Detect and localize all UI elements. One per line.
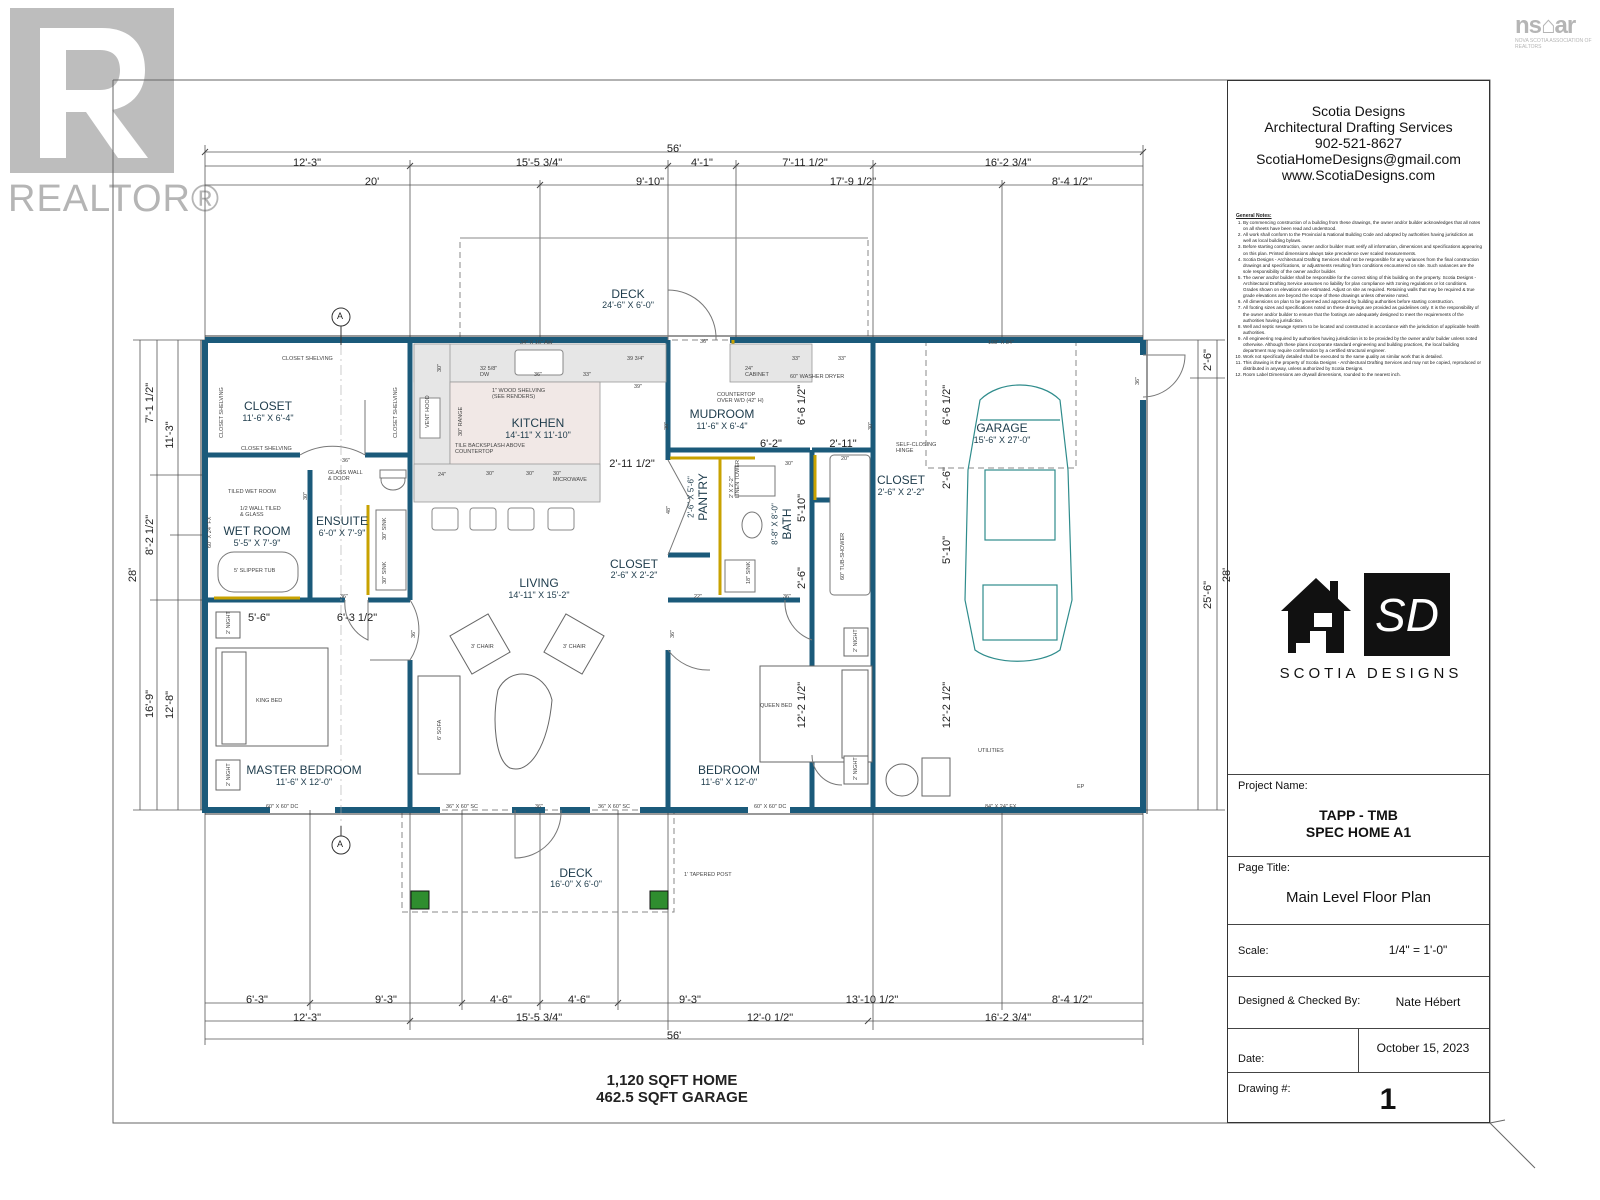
door-width-8: 36": [1135, 376, 1141, 385]
dim-bath-2: 5'-10": [796, 493, 808, 523]
note-item: 7. All footing sizes and specifications noted on these drawings are provided as guidelines only. It is the responsibility of the owner and/or builder to ensure that the footings are adequately designed to meet the requirements of the authorities having jurisdiction.: [1243, 305, 1482, 323]
label-window-aw-kitchen: 34" X 16" AW: [520, 340, 553, 346]
label-countertop: COUNTERTOP OVER W/D (42" H): [717, 392, 764, 404]
room-closet-3-dim: 2'-6" X 2'-2": [877, 487, 925, 497]
room-closet-2: CLOSET: [609, 557, 659, 571]
kitchen-dim-8: 30": [486, 471, 495, 477]
door-width-16: 24": [438, 472, 447, 478]
section-marker-bottom-label: A: [337, 839, 344, 849]
designer-value: Nate Hébert: [1395, 995, 1461, 1009]
scotia-designs-logo: [1276, 573, 1463, 683]
door-width-10: 30": [664, 421, 670, 430]
nsar-wordmark: ns⌂ar: [1515, 12, 1576, 39]
label-self-closing: SELF-CLOSING HINGE: [896, 442, 937, 454]
label-window-bottom-1: 60" X 60" DC: [266, 804, 299, 810]
company-email: ScotiaHomeDesigns@gmail.com: [1256, 151, 1461, 167]
scale-value: 1/4" = 1'-0": [1388, 943, 1448, 957]
dim-bath-1: 6'-6 1/2": [796, 384, 808, 426]
project-name: [1228, 807, 1489, 841]
dim-bot-overall: 56': [666, 1030, 682, 1042]
dim-bot-a6: 13'-10 1/2": [845, 994, 899, 1006]
room-master-bedroom-dim: 11'-6" X 12'-0": [275, 777, 333, 787]
kitchen-dim-5: 39": [634, 384, 643, 390]
door-width-12: 30": [785, 461, 794, 467]
dim-bot-b3: 12'-0 1/2": [746, 1012, 794, 1024]
note-item: 3. Before starting construction, owner and/or builder must verify all information, dimensions and specifications appearing on this plan. Printed dimensions always take precedence over scaled measurements.: [1243, 244, 1482, 256]
room-garage-dim: 15'-6" X 27'-0": [973, 435, 1031, 445]
kitchen-dim-9: 30": [526, 471, 535, 477]
dim-left-a1: 7'-1 1/2": [144, 382, 156, 424]
notes-heading: General Notes:: [1236, 213, 1272, 219]
dim-left-a2: 8'-2 1/2": [144, 514, 156, 556]
dim-bot-b4: 16'-2 3/4": [984, 1012, 1032, 1024]
room-ensuite-dim: 6'-0" X 7'-9": [318, 528, 366, 538]
date-value: October 15, 2023: [1376, 1041, 1470, 1055]
house-icon: [1276, 573, 1356, 663]
label-tub-shower: 60" TUB-SHOWER: [840, 532, 846, 580]
room-bedroom-dim: 11'-6" X 12'-0": [700, 777, 758, 787]
room-bath: BATH: [780, 508, 794, 540]
label-night-3: 2' NIGHT: [853, 629, 859, 652]
label-range: 30" RANGE: [458, 406, 464, 436]
dim-top-a1: 12'-3": [292, 157, 322, 169]
room-pantry-dim: 2'-6" X 5'-6": [686, 476, 696, 518]
dim-bath-3: 2'-6": [796, 567, 808, 589]
dim-bot-a1: 6'-3": [246, 994, 268, 1006]
door-width-9: 30": [303, 491, 309, 500]
door-width-14: 20": [841, 456, 850, 462]
door-width-1: 36": [700, 339, 709, 345]
title-block: [1227, 80, 1490, 1123]
label-chair-1: 3' CHAIR: [471, 644, 494, 650]
note-item: 8. Well and septic sewage system to be located and constructed in accordance with the jurisdiction of applicable health authorities.: [1243, 324, 1482, 336]
dim-bot-b2: 15'-5 3/4": [515, 1012, 563, 1024]
kitchen-dim-4: 39 3/4": [627, 356, 645, 362]
general-notes: [1236, 213, 1482, 379]
drawing-number: 1: [1379, 1083, 1397, 1116]
dim-bot-a4: 4'-6": [568, 994, 590, 1006]
label-cabinet: 24" CABINET: [745, 366, 769, 378]
room-closet-1-dim: 11'-6" X 6'-4": [242, 413, 294, 423]
room-mudroom: MUDROOM: [689, 407, 755, 421]
door-width-2: 36": [342, 458, 351, 464]
door-width-13: 22": [694, 594, 703, 600]
dim-top-a2: 15'-5 3/4": [515, 157, 563, 169]
drawing-row: [1228, 1072, 1489, 1124]
area-summary: [596, 1072, 748, 1106]
note-item: 4. Scotia Designs - Architectural Drafting Services shall not be responsible for any variances from the final construction drawings and specifications, or adjustments resulting from conditions encountered on site. Such variances are the sole responsibility of the owner and/or builder.: [1243, 257, 1482, 275]
room-living-dim: 14'-11" X 15'-2": [508, 590, 570, 600]
section-marker-top-label: A: [337, 311, 344, 321]
dim-right-a2: 25'-6": [1202, 580, 1214, 610]
room-garage: GARAGE: [976, 421, 1028, 435]
room-wet-room-dim: 5'-5" X 7'-9": [233, 538, 281, 548]
notes-list: [1236, 220, 1482, 378]
date-label: Date:: [1238, 1053, 1265, 1065]
label-half-wall: 1/2 WALL TILED & GLASS: [240, 506, 281, 518]
label-washer-dryer: 60" WASHER DRYER: [790, 374, 845, 380]
note-item: 1. By commencing construction of a building from these drawings, the owner and/or builder acknowledges that all notes on all sheets have been read and understood.: [1243, 220, 1482, 232]
room-master-bedroom: MASTER BEDROOM: [246, 763, 362, 777]
note-item: 5. The owner and/or builder shall be responsible for the correct siting of this building on the property. Scotia Designs - Architectural Drafting Service assumes no liability for plan compliance with zoning regulations or lot conditions. Grades shown on elevations are estimated. Adjust on site as required. Retaining walls that may be required & true grade elevations are beyond the scope of these drawings unless otherwise noted.: [1243, 275, 1482, 299]
label-night-4: 2' NIGHT: [853, 757, 859, 780]
label-ep: EP: [1077, 784, 1085, 790]
dim-left-b1: 11'-3": [164, 421, 176, 449]
dim-garage-2: 2'-6": [941, 467, 953, 489]
room-living: LIVING: [519, 576, 559, 590]
label-night-1: 2' NIGHT: [226, 611, 232, 634]
kitchen-dim-6: 36": [534, 372, 543, 378]
label-sink-ensuite-2: 30" SINK: [382, 561, 388, 584]
dim-top-b4: 8'-4 1/2": [1051, 176, 1093, 188]
label-sink-ensuite-1: 30" SINK: [382, 517, 388, 540]
label-king-bed: KING BED: [256, 698, 283, 704]
room-pantry: PANTRY: [696, 473, 710, 521]
kitchen-dim-1: 33": [792, 356, 801, 362]
company-phone: 902-521-8627: [1314, 135, 1403, 151]
project-line-1: TAPP - TMB: [1319, 807, 1398, 823]
designer-label: Designed & Checked By:: [1238, 995, 1361, 1007]
dim-mud-2: 2'-11": [829, 438, 857, 450]
scale-row: [1228, 924, 1489, 976]
designer-row: [1228, 976, 1489, 1028]
label-window-bottom-2: 36" X 60" SC: [446, 804, 479, 810]
room-closet-2-dim: 2'-6" X 2'-2": [610, 570, 658, 580]
label-window-fx-left: 60" X 24" FX: [207, 516, 213, 548]
label-window-bottom-3: 36" X 60" SC: [598, 804, 631, 810]
label-microwave: 30" MICROWAVE: [553, 471, 587, 483]
door-width-15: 48": [666, 505, 672, 514]
dim-master-2: 6'-3 1/2": [336, 612, 378, 624]
door-width-5: 36": [670, 629, 676, 638]
dim-kitchen: 2'-11 1/2": [609, 458, 655, 470]
sd-logo-name: SCOTIA DESIGNS: [1279, 665, 1463, 682]
label-chair-2: 3' CHAIR: [563, 644, 586, 650]
label-slipper-tub: 5' SLIPPER TUB: [234, 568, 276, 574]
dim-bot-a3: 4'-6": [490, 994, 512, 1006]
label-sofa: 6' SOFA: [437, 719, 443, 740]
label-vent-hood: VENT HOOD: [425, 395, 431, 428]
deck-bottom-dim: 16'-0" X 6'-0": [550, 879, 602, 889]
dim-right-overall: 28': [1221, 567, 1233, 583]
label-dishwasher: 32 5/8" DW: [480, 366, 498, 378]
dim-bot-a2: 9'-3": [375, 994, 397, 1006]
page-title-label: Page Title:: [1238, 862, 1290, 874]
dim-left-b2: 12'-8": [164, 690, 176, 720]
label-closet-shelving-top: CLOSET SHELVING: [282, 356, 333, 362]
room-kitchen-dim: 14'-11" X 11'-10": [505, 430, 571, 440]
dim-bath-4: 12'-2 1/2": [796, 681, 808, 729]
label-tapered-post: 1' TAPERED POST: [684, 872, 732, 878]
project-label: Project Name:: [1238, 780, 1308, 792]
dim-bot-b1: 12'-3": [292, 1012, 322, 1024]
label-closet-shelving-right: CLOSET SHELVING: [393, 387, 399, 438]
dim-garage-1: 6'-6 1/2": [941, 384, 953, 426]
label-garage-door: 108" X 84": [988, 340, 1014, 346]
label-closet-shelving-left: CLOSET SHELVING: [219, 387, 225, 438]
door-width-6: 36": [535, 804, 544, 810]
label-linen-tower: 2' X 2'-2" LINEN TOWER: [729, 460, 741, 498]
company-header: [1228, 103, 1489, 183]
door-width-11: 30": [868, 421, 874, 430]
project-line-2: SPEC HOME A1: [1305, 824, 1412, 840]
label-utilities: UTILITIES: [978, 748, 1004, 754]
sd-logo-box: SD: [1364, 573, 1450, 656]
dim-top-b3: 17'-9 1/2": [829, 176, 877, 188]
dim-top-b2: 9'-10": [635, 176, 665, 188]
dim-top-a5: 16'-2 3/4": [984, 157, 1032, 169]
dim-top-a3: 4'-1": [691, 157, 713, 169]
label-glass-wall: GLASS WALL & DOOR: [328, 470, 363, 482]
dim-left-a3: 16'-9": [144, 689, 156, 719]
label-night-2: 2' NIGHT: [226, 763, 232, 786]
room-bath-dim: 8'-8" X 8'-0": [770, 503, 780, 545]
deck-bottom: DECK: [559, 866, 593, 880]
dim-master-1: 5'-6": [248, 612, 270, 624]
label-closet-shelving-bottom: CLOSET SHELVING: [241, 446, 292, 452]
label-wood-shelving: 1" WOOD SHELVING (SEE RENDERS): [492, 388, 546, 400]
scale-label: Scale:: [1238, 945, 1269, 957]
room-closet-3: CLOSET: [876, 473, 926, 487]
note-item: 9. All engineering required by authorities having jurisdiction is to be provided by the owner and/or builder unless noted otherwise. Although these plans incorporate standard engineering and building practices, the local building department may require confirmation by a certified structural engineer.: [1243, 336, 1482, 354]
door-width-3: 36": [340, 594, 349, 600]
note-item: 2. All work shall conform to the Provincial & National Building Code and adopted by authorities having jurisdiction as well as local building bylaws.: [1243, 232, 1482, 244]
kitchen-dim-3: 33": [583, 372, 592, 378]
note-item: 11. This drawing is the property of Scotia Designs - Architectural Drafting Services and may not be copied, reproduced or distributed in anyway, unless authorized by Scotia Designs.: [1243, 360, 1482, 372]
area-home: 1,120 SQFT HOME: [606, 1072, 738, 1089]
realtor-wordmark: REALTOR®: [8, 178, 220, 220]
page-title: Main Level Floor Plan: [1285, 889, 1432, 906]
dim-bot-a5: 9'-3": [679, 994, 701, 1006]
label-window-bottom-4: 60" X 60" DC: [754, 804, 787, 810]
area-garage: 462.5 SQFT GARAGE: [596, 1089, 748, 1106]
label-tile-backsplash: TILE BACKSPLASH ABOVE COUNTERTOP: [455, 443, 526, 455]
kitchen-dim-2: 33": [838, 356, 847, 362]
dim-left-overall: 28': [127, 567, 139, 583]
room-mudroom-dim: 11'-6" X 6'-4": [696, 421, 748, 431]
note-item: 12. Room Label Dimensions are drywall dimensions, rounded to the nearest inch.: [1243, 372, 1482, 378]
dim-garage-3: 5'-10": [941, 535, 953, 565]
room-closet-1: CLOSET: [243, 399, 293, 413]
label-tiled-wet-room: TILED WET ROOM: [228, 489, 276, 495]
company-tagline: Architectural Drafting Services: [1264, 119, 1453, 135]
kitchen-dim-7: 30": [437, 363, 443, 372]
room-kitchen: KITCHEN: [511, 416, 565, 430]
page-title-row: [1228, 856, 1489, 924]
door-width-7: 36": [783, 594, 792, 600]
note-item: 10. Work not specifically detailed shall be executed to the same quality as similar work that is detailed.: [1243, 354, 1482, 360]
label-window-bottom-5: 84" X 24" FX: [985, 804, 1017, 810]
company-name: Scotia Designs: [1311, 103, 1406, 119]
note-item: 6. All dimensions on plan to be governed and approved by building authorities before starting construction.: [1243, 299, 1482, 305]
dim-top-overall: 56': [666, 143, 682, 155]
label-sink-bath: 18" SINK: [746, 561, 752, 584]
dim-top-b1: 20': [364, 176, 380, 188]
room-bedroom: BEDROOM: [697, 763, 761, 777]
room-wet-room: WET ROOM: [223, 524, 291, 538]
nsar-subtext: NOVA SCOTIA ASSOCIATION OF REALTORS: [1515, 38, 1592, 50]
dim-garage-4: 12'-2 1/2": [941, 681, 953, 729]
drawing-label: Drawing #:: [1238, 1083, 1291, 1095]
room-ensuite: ENSUITE: [315, 514, 369, 528]
label-queen-bed: QUEEN BED: [760, 703, 793, 709]
dim-right-a1: 2'-6": [1202, 349, 1214, 371]
deck-top-dim: 24'-6" X 6'-0": [602, 300, 654, 310]
dim-mud-1: 6'-2": [760, 438, 782, 450]
project-row: [1228, 774, 1489, 856]
door-width-4: 36": [411, 629, 417, 638]
deck-top: DECK: [611, 287, 645, 301]
company-website: www.ScotiaDesigns.com: [1281, 167, 1436, 183]
dim-top-a4: 7'-11 1/2": [782, 157, 828, 169]
dim-bot-a7: 8'-4 1/2": [1051, 994, 1093, 1006]
date-row: [1228, 1028, 1489, 1072]
